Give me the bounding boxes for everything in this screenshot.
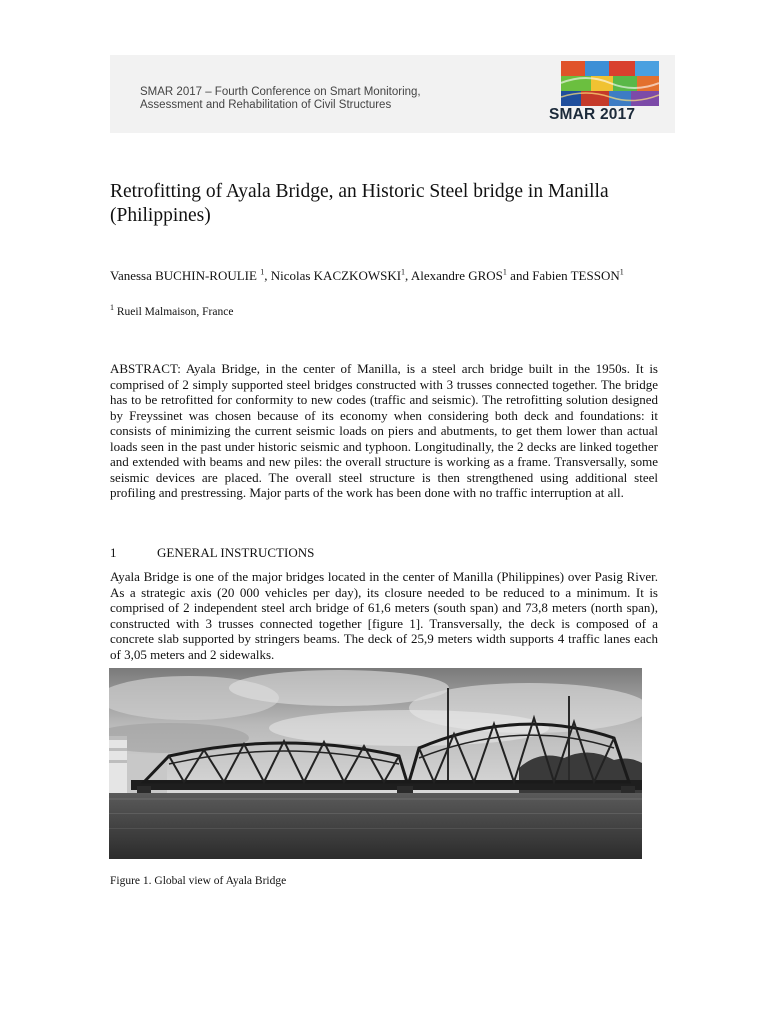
author-name: Nicolas KACZKOWSKI (270, 268, 402, 283)
smar-logo-text: SMAR 2017 (549, 106, 636, 123)
abstract: ABSTRACT: Ayala Bridge, in the center of Manilla, is a steel arch bridge built in the 1950s. It is comprised of 2 simply supported steel bridges constructed with 3 trusses connected together. The bridge has to be retrofitted for conformity to new codes (traffic and seismic). The retrofitting solution designed by Freyssinet was chosen because of its economy when considering both deck and foundations: it consists of minimizing the current seismic loads on piers and abutments, to get them lower than actual loads seen in the past under historic seismic and typhoon. Longitudinally, the 2 decks are linked together and extended with beams and new piles: the overall structure is working as a frame. Transversally, some seismic devices are placed. The overall steel structure is then strengthened using additional steel profiling and prestressing. Major parts of the work has been done with no traffic interruption at all. (110, 361, 658, 500)
affiliation-marker: 1 (110, 303, 114, 313)
affiliation-text: Rueil Malmaison, France (116, 306, 234, 318)
smar-logo-graphic (561, 61, 659, 106)
bridge-photo (109, 668, 642, 859)
author-name: Vanessa BUCHIN-ROULIE (110, 268, 257, 283)
conference-name (140, 86, 421, 112)
author-affiliation-marker: 1 (502, 267, 507, 277)
author-name: Alexandre GROS (410, 268, 503, 283)
conference-line-2: Assessment and Rehabilitation of Civil Structures (140, 99, 392, 111)
section-paragraph: Ayala Bridge is one of the major bridges located in the center of Manilla (Philippines) over Pasig River. As a strategic axis (20 000 vehicles per day), its closure needed to be reduced to a minimum. It is comprised of 2 independent steel arch bridge of 61,6 meters (south span) and 73,8 meters (north span), constructed with 3 trusses connected together [figure 1]. Transversally, the deck is composed of a concrete slab supported by stringers beams. The deck of 25,9 meters width supports 4 traffic lanes each of 3,05 meters and 2 sidewalks. (110, 569, 658, 662)
section-heading (110, 545, 658, 561)
section-number: 1 (110, 545, 117, 560)
paper-title: Retrofitting of Ayala Bridge, an Historic Steel bridge in Manilla (Philippines) (110, 181, 609, 226)
affiliation (110, 303, 234, 318)
author-affiliation-marker: 1 (619, 267, 624, 277)
conference-line-1: SMAR 2017 – Fourth Conference on Smart Monitoring, (140, 86, 421, 98)
author-affiliation-marker: 1 (401, 267, 406, 277)
figure-caption: Figure 1. Global view of Ayala Bridge (110, 875, 287, 887)
author-affiliation-marker: 1 (260, 267, 265, 277)
author-list: Vanessa BUCHIN-ROULIE $^1$, Nicolas KACZKOWSKI$^1$, Alexandre GROS$^1$ and Fabien TESSON$^1$ (110, 267, 624, 283)
author-name: Fabien TESSON (532, 268, 620, 283)
section-title: GENERAL INSTRUCTIONS (157, 545, 315, 560)
